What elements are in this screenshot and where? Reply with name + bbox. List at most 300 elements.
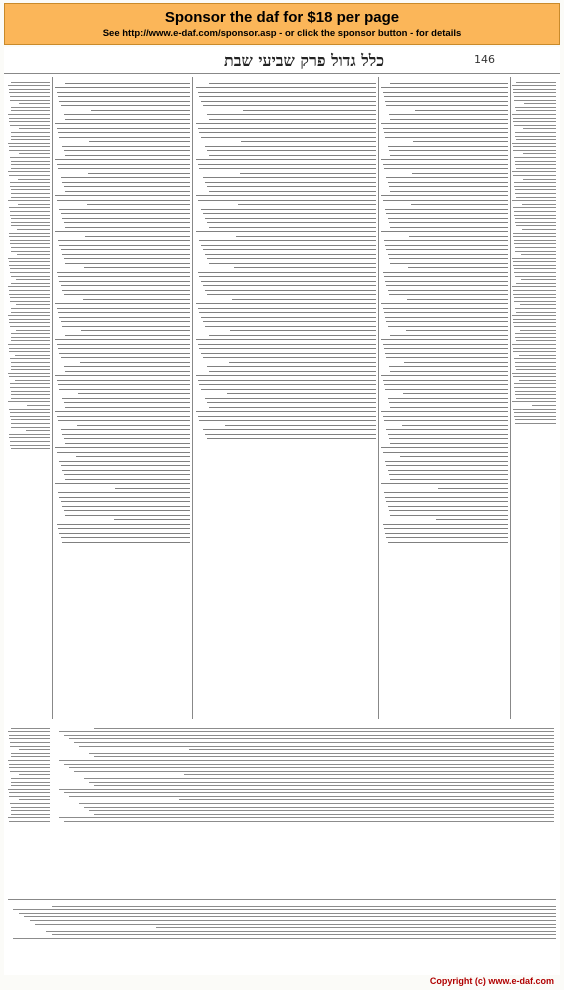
text-line — [386, 105, 508, 106]
text-line — [10, 742, 50, 743]
text-line — [385, 101, 508, 102]
text-line — [388, 254, 508, 255]
text-line — [515, 247, 556, 248]
text-line — [381, 195, 508, 196]
text-line — [10, 412, 50, 413]
text-line — [514, 96, 556, 97]
text-line — [381, 375, 508, 376]
text-line — [55, 195, 190, 196]
text-line — [389, 186, 508, 187]
text-line — [64, 114, 190, 115]
text-line — [519, 380, 556, 381]
text-line — [8, 85, 50, 86]
text-line — [385, 281, 508, 282]
text-line — [9, 738, 50, 739]
text-line — [11, 394, 50, 395]
text-line — [62, 218, 190, 219]
text-line — [62, 434, 190, 435]
text-line — [11, 391, 50, 392]
text-line — [388, 506, 508, 507]
text-line — [196, 339, 376, 340]
text-line — [199, 168, 376, 169]
text-line — [512, 315, 556, 316]
text-line — [388, 470, 508, 471]
text-line — [11, 785, 50, 786]
text-line — [383, 452, 508, 453]
text-line — [386, 177, 508, 178]
text-line — [384, 384, 508, 385]
text-line — [55, 483, 190, 484]
text-line — [386, 285, 508, 286]
text-line — [198, 92, 376, 93]
text-line — [8, 171, 50, 172]
text-line — [199, 132, 376, 133]
text-line — [512, 401, 556, 402]
text-line — [61, 537, 190, 538]
text-line — [513, 233, 556, 234]
text-line — [64, 510, 190, 511]
text-line — [59, 101, 190, 102]
text-line — [57, 308, 190, 309]
text-line — [515, 107, 556, 108]
text-line — [513, 175, 556, 176]
text-line — [514, 100, 556, 101]
text-line — [62, 326, 190, 327]
text-line — [225, 425, 376, 426]
text-line — [203, 285, 376, 286]
text-line — [512, 171, 556, 172]
text-line — [227, 393, 376, 394]
text-line — [10, 771, 50, 772]
text-line — [13, 938, 556, 939]
text-line — [196, 159, 376, 160]
right-margin-notes — [512, 79, 556, 679]
text-line — [513, 236, 556, 237]
text-line — [413, 141, 508, 142]
text-line — [35, 924, 556, 925]
text-line — [199, 240, 376, 241]
text-line — [11, 107, 50, 108]
text-line — [388, 542, 508, 543]
text-line — [389, 474, 508, 475]
text-line — [59, 461, 190, 462]
text-line — [11, 427, 50, 428]
text-line — [8, 143, 50, 144]
text-line — [515, 132, 556, 133]
text-line — [10, 297, 50, 298]
text-line — [9, 118, 50, 119]
text-line — [61, 357, 190, 358]
text-line — [59, 353, 190, 354]
text-line — [10, 445, 50, 446]
text-line — [390, 515, 508, 516]
text-line — [55, 303, 190, 304]
text-line — [19, 799, 51, 800]
text-line — [230, 330, 376, 331]
text-line — [512, 286, 556, 287]
text-line — [94, 785, 554, 786]
text-line — [514, 182, 556, 183]
text-line — [65, 227, 190, 228]
text-line — [65, 443, 190, 444]
text-line — [205, 398, 376, 399]
text-line — [521, 254, 556, 255]
text-line — [59, 533, 190, 534]
text-line — [9, 348, 50, 349]
text-line — [381, 411, 508, 412]
text-line — [81, 330, 190, 331]
text-line — [209, 119, 376, 120]
text-line — [383, 524, 508, 525]
text-line — [64, 258, 190, 259]
text-line — [64, 402, 190, 403]
text-line — [11, 276, 50, 277]
text-line — [515, 391, 556, 392]
text-line — [8, 789, 50, 790]
page-title: כלל גדול פרק שביעי שבת — [223, 51, 385, 70]
text-line — [406, 330, 508, 331]
text-line — [8, 731, 50, 732]
text-line — [10, 186, 50, 187]
column-divider — [52, 77, 53, 719]
text-line — [84, 778, 554, 779]
text-line — [381, 447, 508, 448]
text-line — [196, 231, 376, 232]
text-line — [515, 337, 556, 338]
text-line — [415, 110, 508, 111]
text-line — [384, 528, 508, 529]
text-line — [11, 197, 50, 198]
text-line — [55, 123, 190, 124]
text-line — [61, 105, 190, 106]
text-line — [65, 515, 190, 516]
text-line — [11, 222, 50, 223]
text-line — [115, 488, 190, 489]
text-line — [9, 764, 50, 765]
text-line — [85, 236, 190, 237]
text-line — [209, 83, 376, 84]
text-line — [409, 236, 508, 237]
text-line — [385, 461, 508, 462]
text-line — [9, 821, 50, 822]
text-line — [515, 423, 556, 424]
text-line — [16, 330, 50, 331]
text-line — [513, 290, 556, 291]
text-line — [11, 814, 50, 815]
text-line — [11, 189, 50, 190]
text-line — [514, 416, 556, 417]
column-divider — [510, 77, 511, 719]
text-line — [389, 294, 508, 295]
text-line — [58, 528, 190, 529]
text-line — [10, 441, 50, 442]
text-line — [55, 447, 190, 448]
text-line — [16, 304, 50, 305]
text-line — [513, 118, 556, 119]
text-line — [205, 290, 376, 291]
text-line — [383, 272, 508, 273]
text-line — [10, 383, 50, 384]
text-line — [390, 443, 508, 444]
text-line — [234, 267, 376, 268]
text-line — [88, 173, 190, 174]
text-line — [201, 245, 376, 246]
text-line — [89, 782, 554, 783]
text-line — [201, 317, 376, 318]
text-line — [74, 742, 554, 743]
text-line — [57, 164, 190, 165]
text-line — [59, 389, 190, 390]
text-line — [201, 353, 376, 354]
text-line — [52, 906, 556, 907]
text-line — [513, 376, 556, 377]
sponsor-subtitle[interactable]: See http://www.e-daf.com/sponsor.asp - or click the sponsor button - for details — [102, 28, 462, 39]
text-line — [514, 358, 556, 359]
text-line — [381, 339, 508, 340]
text-line — [9, 409, 50, 410]
text-line — [64, 222, 190, 223]
text-line — [384, 276, 508, 277]
text-line — [10, 157, 50, 158]
text-line — [64, 294, 190, 295]
text-line — [59, 760, 554, 761]
text-line — [59, 789, 554, 790]
text-line — [55, 87, 190, 88]
text-line — [513, 150, 556, 151]
text-line — [9, 207, 50, 208]
sponsor-banner[interactable] — [4, 3, 560, 45]
text-line — [8, 817, 50, 818]
text-line — [77, 425, 190, 426]
text-line — [59, 281, 190, 282]
text-line — [10, 243, 50, 244]
text-line — [389, 150, 508, 151]
text-line — [384, 240, 508, 241]
text-line — [523, 179, 556, 180]
text-line — [198, 344, 376, 345]
text-line — [400, 456, 508, 457]
text-line — [10, 387, 50, 388]
text-line — [11, 161, 50, 162]
text-line — [8, 760, 50, 761]
text-line — [94, 756, 554, 757]
text-line — [59, 317, 190, 318]
text-line — [62, 470, 190, 471]
text-line — [532, 405, 556, 406]
text-line — [196, 375, 376, 376]
text-line — [94, 814, 554, 815]
text-line — [403, 393, 508, 394]
text-line — [61, 285, 190, 286]
text-line — [384, 420, 508, 421]
text-line — [389, 402, 508, 403]
text-line — [515, 193, 556, 194]
text-line — [209, 155, 376, 156]
text-line — [386, 213, 508, 214]
text-line — [203, 429, 376, 430]
text-line — [89, 753, 554, 754]
text-line — [9, 175, 50, 176]
text-line — [523, 128, 556, 129]
text-line — [515, 222, 556, 223]
text-line — [516, 312, 556, 313]
text-line — [10, 182, 50, 183]
text-line — [198, 128, 376, 129]
text-line — [201, 209, 376, 210]
text-line — [10, 301, 50, 302]
lower-commentary — [54, 725, 554, 895]
text-line — [11, 448, 50, 449]
text-line — [386, 537, 508, 538]
text-line — [11, 753, 50, 754]
text-line — [11, 340, 50, 341]
text-line — [65, 119, 190, 120]
sponsor-title[interactable]: Sponsor the daf for $18 per page — [164, 9, 400, 26]
text-line — [512, 85, 556, 86]
text-line — [15, 380, 50, 381]
text-line — [62, 182, 190, 183]
text-line — [513, 146, 556, 147]
text-line — [209, 335, 376, 336]
text-line — [8, 258, 50, 259]
text-line — [407, 299, 508, 300]
text-line — [203, 105, 376, 106]
text-line — [383, 308, 508, 309]
text-line — [385, 353, 508, 354]
text-line — [80, 362, 190, 363]
text-line — [381, 303, 508, 304]
text-line — [384, 348, 508, 349]
text-line — [57, 344, 190, 345]
text-line — [385, 137, 508, 138]
text-line — [57, 416, 190, 417]
text-line — [515, 362, 556, 363]
text-line — [520, 304, 556, 305]
text-line — [9, 351, 50, 352]
text-line — [58, 492, 190, 493]
text-line — [512, 258, 556, 259]
text-line — [411, 204, 508, 205]
text-line — [383, 92, 508, 93]
text-line — [390, 263, 508, 264]
text-line — [52, 934, 556, 935]
text-line — [515, 164, 556, 165]
text-line — [8, 315, 50, 316]
text-line — [388, 398, 508, 399]
text-line — [203, 357, 376, 358]
text-line — [9, 121, 50, 122]
text-line — [64, 150, 190, 151]
text-line — [201, 389, 376, 390]
text-line — [383, 380, 508, 381]
text-line — [207, 150, 376, 151]
text-line — [10, 272, 50, 273]
text-line — [524, 103, 556, 104]
text-line — [61, 177, 190, 178]
text-line — [58, 276, 190, 277]
text-line — [58, 312, 190, 313]
copyright-link[interactable]: Copyright (c) www.e-daf.com — [429, 976, 554, 986]
text-line — [383, 200, 508, 201]
page-number: 146 — [474, 53, 495, 66]
text-line — [196, 123, 376, 124]
text-line — [383, 164, 508, 165]
text-line — [205, 326, 376, 327]
text-line — [189, 749, 554, 750]
text-line — [62, 398, 190, 399]
gemara-text-column — [194, 79, 376, 719]
text-line — [57, 128, 190, 129]
text-line — [515, 218, 556, 219]
text-line — [516, 82, 556, 83]
text-line — [74, 771, 554, 772]
text-line — [390, 191, 508, 192]
text-line — [61, 465, 190, 466]
text-line — [19, 913, 556, 914]
text-line — [198, 272, 376, 273]
text-line — [515, 308, 556, 309]
text-line — [9, 376, 50, 377]
text-line — [207, 402, 376, 403]
text-line — [386, 501, 508, 502]
text-line — [69, 796, 554, 797]
text-line — [207, 438, 376, 439]
text-line — [515, 136, 556, 137]
text-line — [513, 351, 556, 352]
text-line — [59, 817, 554, 818]
text-line — [55, 375, 190, 376]
text-line — [516, 340, 556, 341]
text-line — [516, 168, 556, 169]
text-line — [57, 272, 190, 273]
text-line — [515, 394, 556, 395]
text-line — [9, 89, 50, 90]
text-line — [46, 931, 556, 932]
text-line — [11, 283, 50, 284]
text-line — [514, 272, 556, 273]
text-line — [58, 240, 190, 241]
text-line — [516, 139, 556, 140]
text-line — [17, 254, 50, 255]
text-line — [523, 153, 556, 154]
text-line — [9, 767, 50, 768]
text-line — [84, 807, 554, 808]
text-line — [55, 231, 190, 232]
text-line — [203, 321, 376, 322]
text-line — [55, 339, 190, 340]
text-line — [229, 362, 376, 363]
rashi-column — [380, 79, 508, 719]
text-line — [8, 114, 50, 115]
text-line — [62, 542, 190, 543]
text-line — [389, 258, 508, 259]
text-line — [388, 146, 508, 147]
text-line — [11, 362, 50, 363]
text-line — [9, 322, 50, 323]
text-line — [58, 132, 190, 133]
text-line — [69, 767, 554, 768]
text-line — [10, 803, 50, 804]
text-line — [514, 297, 556, 298]
text-line — [65, 83, 190, 84]
text-line — [203, 177, 376, 178]
text-line — [8, 200, 50, 201]
text-line — [79, 803, 554, 804]
text-line — [11, 218, 50, 219]
text-line — [514, 215, 556, 216]
text-line — [384, 96, 508, 97]
text-line — [209, 227, 376, 228]
